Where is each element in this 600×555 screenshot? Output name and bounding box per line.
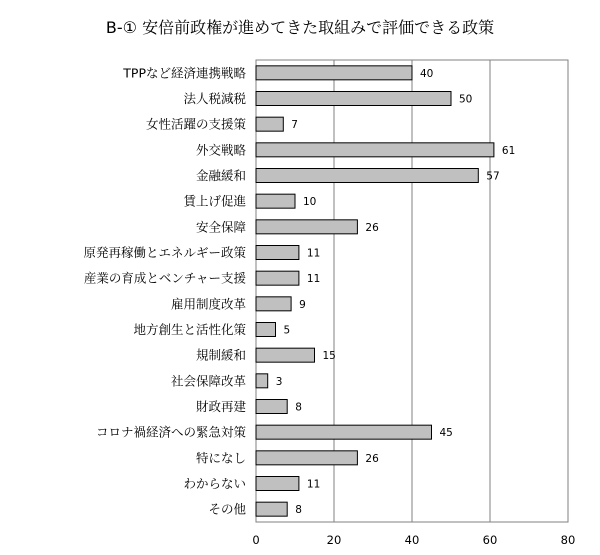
- bars-group: [256, 66, 494, 516]
- category-label: わからない: [183, 476, 246, 491]
- category-labels: [83, 65, 246, 516]
- category-label: 社会保障改革: [170, 373, 246, 389]
- bar: [256, 451, 357, 465]
- data-label: 9: [299, 298, 306, 311]
- data-label: 26: [365, 221, 379, 234]
- data-label: 57: [486, 170, 500, 183]
- data-labels: [276, 68, 516, 516]
- chart-title: B-① 安倍前政権が進めてきた取組みで評価できる政策: [105, 18, 495, 37]
- category-label: コロナ禍経済への緊急対策: [95, 424, 246, 440]
- x-tick-label: 0: [252, 533, 260, 547]
- category-label: 産業の育成とベンチャー支援: [83, 270, 246, 286]
- data-label: 10: [303, 196, 317, 209]
- data-label: 50: [459, 93, 473, 106]
- category-label: 財政再建: [195, 399, 246, 414]
- data-label: 3: [275, 375, 283, 388]
- bar: [256, 477, 299, 491]
- bar: [256, 502, 287, 516]
- category-label: 規制緩和: [195, 347, 246, 363]
- bar: [256, 143, 494, 157]
- category-label: 特になし: [195, 450, 246, 466]
- data-label: 40: [420, 67, 434, 80]
- category-label: 安全保障: [195, 219, 246, 235]
- bar: [256, 194, 295, 208]
- data-label: 5: [283, 324, 291, 337]
- category-label: 地方創生と活性化策: [133, 322, 246, 337]
- bar: [256, 117, 283, 131]
- x-tick-label: 60: [482, 533, 498, 547]
- bar: [256, 297, 291, 311]
- category-label: その他: [208, 501, 246, 517]
- bar: [256, 323, 276, 337]
- bar: [256, 169, 478, 183]
- bar: [256, 425, 432, 439]
- x-axis-ticks: [252, 533, 575, 547]
- data-label: 15: [322, 350, 336, 363]
- bar: [256, 400, 287, 414]
- bar: [256, 348, 315, 362]
- data-label: 8: [295, 401, 302, 414]
- data-label: 8: [295, 504, 302, 517]
- x-tick-label: 40: [404, 533, 420, 547]
- bar: [256, 271, 299, 285]
- category-label: 法人税減税: [183, 91, 246, 106]
- category-label: 外交戦略: [195, 142, 246, 158]
- data-label: 45: [439, 427, 453, 440]
- data-label: 61: [501, 144, 516, 157]
- x-tick-label: 80: [560, 533, 576, 547]
- data-label: 7: [291, 119, 298, 132]
- x-tick-label: 20: [326, 533, 342, 547]
- category-label: 原発再稼働とエネルギー政策: [83, 245, 246, 260]
- category-label: TPPなど経済連携戦略: [123, 65, 246, 81]
- category-label: 賃上げ促進: [183, 193, 246, 209]
- bar: [256, 246, 299, 260]
- bar: [256, 374, 268, 388]
- bar: [256, 92, 451, 106]
- category-label: 雇用制度改革: [170, 296, 246, 312]
- category-label: 女性活躍の支援策: [145, 116, 246, 132]
- data-label: 11: [306, 478, 321, 491]
- category-label: 金融緩和: [195, 168, 246, 183]
- bar: [256, 220, 357, 234]
- bar: [256, 66, 412, 80]
- data-label: 11: [306, 247, 321, 260]
- data-label: 11: [306, 273, 321, 286]
- data-label: 26: [365, 452, 379, 465]
